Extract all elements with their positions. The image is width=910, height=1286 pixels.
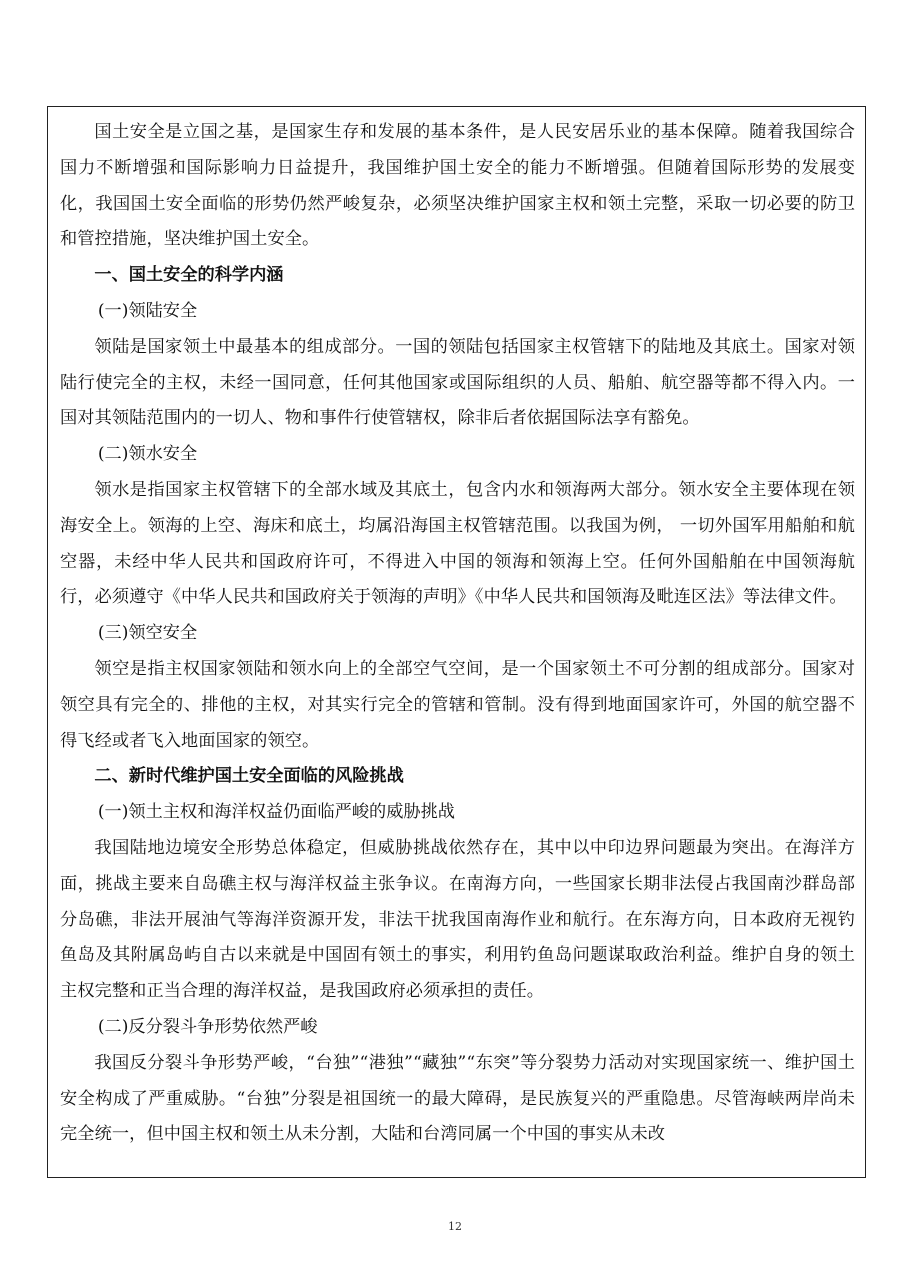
heading-section-1: 一、国土安全的科学内涵 xyxy=(94,265,284,286)
document-body xyxy=(60,115,855,1153)
subheading-water-security: (二)领水安全 xyxy=(97,444,198,465)
subheading-anti-separatism: (二)反分裂斗争形势依然严峻 xyxy=(97,1016,318,1037)
heading-section-2: 二、新时代维护国土安全面临的风险挑战 xyxy=(94,766,404,787)
subheading-air-security: (三)领空安全 xyxy=(97,623,198,644)
content-frame xyxy=(47,106,866,1178)
paragraph-air: 领空是指主权国家领陆和领水向上的全部空气空间，是一个国家领土不可分割的组成部分。国家对领空具有完全的、排他的主权，对其实行完全的管辖和管制。没有得到地面国家许可，外国的航空器不得飞经或者飞入地面国家的领空。 xyxy=(60,658,855,751)
paragraph-anti-separatism: 我国反分裂斗争形势严峻，“台独”“港独”“藏独”“东突”等分裂势力活动对实现国家统一、维护国土安全构成了严重威胁。“台独”分裂是祖国统一的最大障碍，是民族复兴的严重隐患。尽管海峡两岸尚未完全统一，但中国主权和领土从未分割，大陆和台湾同属一个中国的事实从未改 xyxy=(60,1052,855,1145)
page-number: 12 xyxy=(448,1220,462,1233)
subheading-land-security: (一)领陆安全 xyxy=(97,300,198,321)
paragraph-sovereignty: 我国陆地边境安全形势总体稳定，但威胁挑战依然存在，其中以中印边界问题最为突出。在海洋方面，挑战主要来自岛礁主权与海洋权益主张争议。在南海方向，一些国家长期非法侵占我国南沙群岛部分岛礁，非法开展油气等海洋资源开发，非法干扰我国南海作业和航行。在东海方向，日本政府无视钓鱼岛及其附属岛屿自古以来就是中国固有领土的事实，利用钓鱼岛问题谋取政治利益。维护自身的领土主权完整和正当合理的海洋权益，是我国政府必须承担的责任。 xyxy=(60,837,855,1002)
paragraph-land: 领陆是国家领土中最基本的组成部分。一国的领陆包括国家主权管辖下的陆地及其底土。国家对领陆行使完全的主权，未经一国同意，任何其他国家或国际组织的人员、船舶、航空器等都不得入内。一国对其领陆范围内的一切人、物和事件行使管辖权，除非后者依据国际法享有豁免。 xyxy=(60,336,855,429)
subheading-sovereignty: (一)领土主权和海洋权益仍面临严峻的威胁挑战 xyxy=(97,802,455,823)
paragraph-intro: 国土安全是立国之基，是国家生存和发展的基本条件，是人民安居乐业的基本保障。随着我国综合国力不断增强和国际影响力日益提升，我国维护国土安全的能力不断增强。但随着国际形势的发展变化，我国国土安全面临的形势仍然严峻复杂，必须坚决维护国家主权和领土完整，采取一切必要的防卫和管控措施，坚决维护国土安全。 xyxy=(60,122,855,250)
paragraph-water: 领水是指国家主权管辖下的全部水域及其底土，包含内水和领海两大部分。领水安全主要体现在领海安全上。领海的上空、海床和底土，均属沿海国主权管辖范围。以我国为例， 一切外国军用船舶和航空器，未经中华人民共和国政府许可，不得进入中国的领海和领海上空。任何外国船舶在中国领海航行，必须遵守《中华人民共和国政府关于领海的声明》《中华人民共和国领海及毗连区法》等法律文件。 xyxy=(60,479,855,608)
